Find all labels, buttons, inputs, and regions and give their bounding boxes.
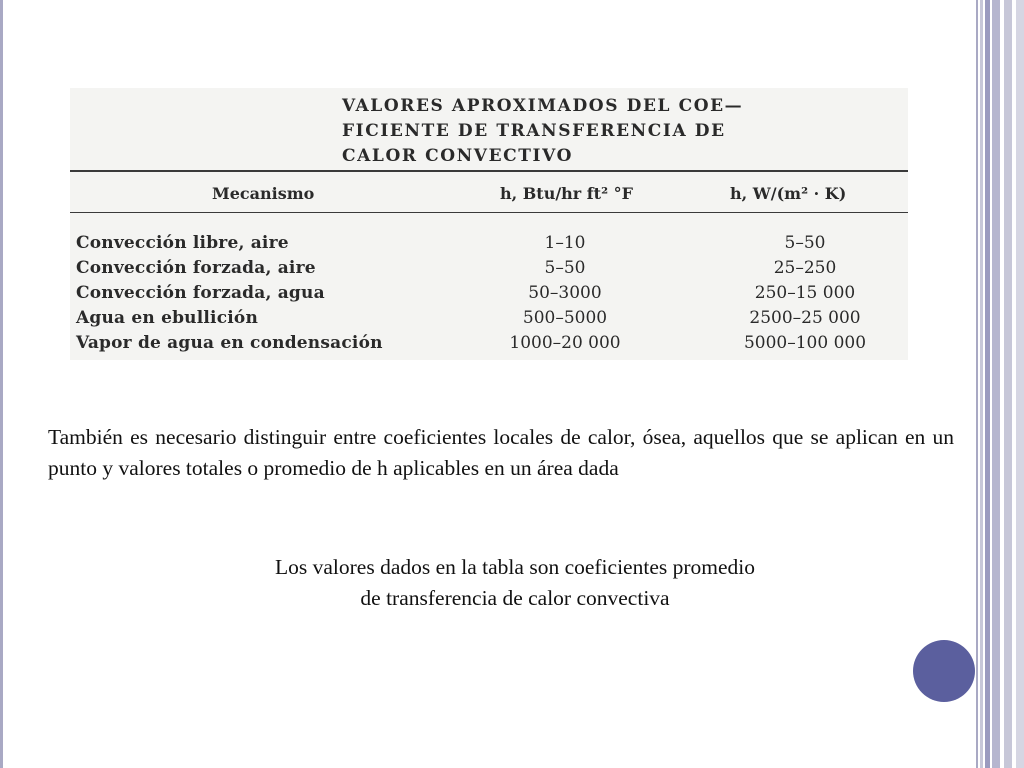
table-row [70, 308, 908, 333]
table-row [70, 333, 908, 358]
table-row [70, 258, 908, 283]
cell-mechanism: Agua en ebullición [76, 308, 259, 328]
table-note [140, 552, 890, 614]
cell-mechanism: Convección forzada, aire [76, 258, 316, 278]
cell-h-si: 25–250 [773, 258, 837, 278]
cell-mechanism: Vapor de agua en condensación [76, 333, 383, 353]
slide-frame-right-stripes [978, 0, 1024, 768]
cell-mechanism: Convección libre, aire [76, 233, 289, 253]
cell-h-si: 2500–25 000 [749, 308, 861, 328]
decorative-circle [913, 640, 975, 702]
cell-h-btu: 50–3000 [528, 283, 602, 303]
header-h-si: h, W/(m² · K) [730, 184, 847, 203]
table-row [70, 283, 908, 308]
header-h-btu: h, Btu/hr ft² °F [500, 184, 634, 203]
table-row [70, 233, 908, 258]
body-paragraph: También es necesario distinguir entre coeficientes locales de calor, ósea, aquellos que se aplican en un punto y valores totales o promedio de h aplicables en un área dada [48, 424, 954, 480]
table-caption [342, 94, 882, 169]
cell-h-btu: 500–5000 [522, 308, 608, 328]
header-mechanism: Mecanismo [212, 184, 315, 203]
cell-h-si: 5000–100 000 [743, 333, 867, 353]
cell-h-si: 250–15 000 [754, 283, 856, 303]
table-caption-line: FICIENTE DE TRANSFERENCIA DE [342, 121, 726, 141]
slide-frame-left [0, 0, 3, 768]
cell-h-btu: 1–10 [544, 233, 586, 253]
table-top-rule [70, 170, 908, 172]
cell-h-si: 5–50 [784, 233, 826, 253]
cell-mechanism: Convección forzada, agua [76, 283, 325, 303]
table-header-rule [70, 212, 908, 213]
convection-coefficient-table-image [70, 88, 908, 360]
table-note-line: Los valores dados en la tabla son coeficientes promedio [274, 555, 755, 579]
table-caption-line: CALOR CONVECTIVO [342, 146, 573, 166]
table-note-line: de transferencia de calor convectiva [360, 586, 670, 610]
cell-h-btu: 5–50 [544, 258, 586, 278]
cell-h-btu: 1000–20 000 [509, 333, 621, 353]
table-caption-line: VALORES APROXIMADOS DEL COE— [342, 96, 744, 116]
